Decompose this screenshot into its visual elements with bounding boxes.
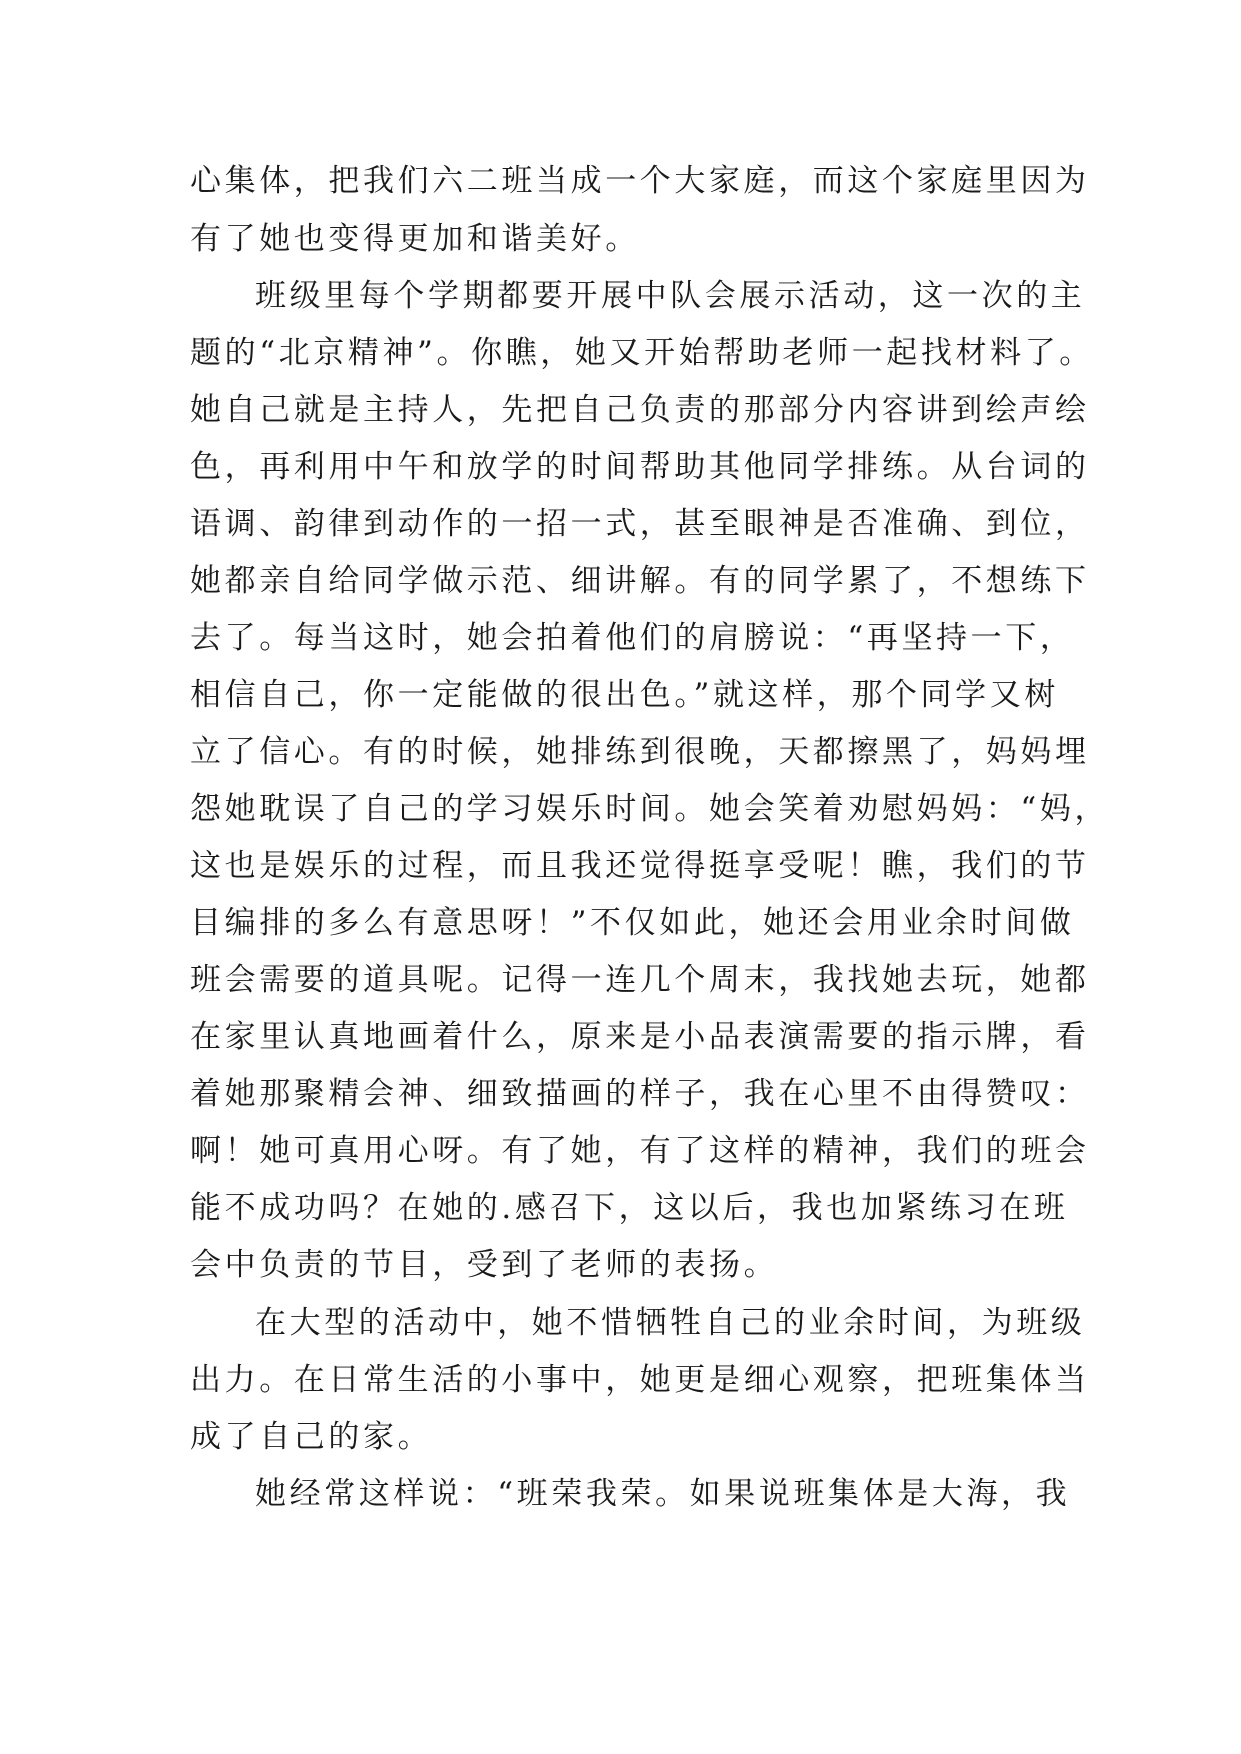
text-line: 这也是娱乐的过程，而且我还觉得挺享受呢！瞧，我们的节 bbox=[190, 848, 1090, 884]
text-line: 她都亲自给同学做示范、细讲解。有的同学累了，不想练下 bbox=[190, 563, 1090, 599]
text-line: 她自己就是主持人，先把自己负责的那部分内容讲到绘声绘 bbox=[190, 392, 1090, 428]
paragraph-first-line: 她经常这样说：“班荣我荣。如果说班集体是大海，我 bbox=[255, 1476, 1071, 1512]
text-line: 成了自己的家。 bbox=[190, 1419, 433, 1455]
text-line: 心集体，把我们六二班当成一个大家庭，而这个家庭里因为 bbox=[190, 163, 1090, 199]
text-line: 语调、韵律到动作的一招一式，甚至眼神是否准确、到位， bbox=[190, 506, 1090, 542]
paragraph-first-line: 班级里每个学期都要开展中队会展示活动，这一次的主 bbox=[255, 278, 1086, 314]
text-line: 色，再利用中午和放学的时间帮助其他同学排练。从台词的 bbox=[190, 449, 1090, 485]
text-line: 题的“北京精神”。你瞧，她又开始帮助老师一起找材料了。 bbox=[190, 335, 1094, 371]
text-line: 啊！她可真用心呀。有了她，有了这样的精神，我们的班会 bbox=[190, 1133, 1090, 1169]
text-line: 目编排的多么有意思呀！”不仅如此，她还会用业余时间做 bbox=[190, 905, 1075, 941]
text-line: 立了信心。有的时候，她排练到很晚，天都擦黑了，妈妈埋 bbox=[190, 734, 1090, 770]
text-line: 班会需要的道具呢。记得一连几个周末，我找她去玩，她都 bbox=[190, 962, 1090, 998]
text-line: 着她那聚精会神、细致描画的样子，我在心里不由得赞叹： bbox=[190, 1076, 1090, 1112]
text-line: 出力。在日常生活的小事中，她更是细心观察，把班集体当 bbox=[190, 1362, 1090, 1398]
text-line: 怨她耽误了自己的学习娱乐时间。她会笑着劝慰妈妈：“妈， bbox=[190, 791, 1110, 827]
text-line: 相信自己，你一定能做的很出色。”就这样，那个同学又树 bbox=[190, 677, 1059, 713]
text-line: 在家里认真地画着什么，原来是小品表演需要的指示牌，看 bbox=[190, 1019, 1090, 1055]
text-line: 会中负责的节目，受到了老师的表扬。 bbox=[190, 1247, 779, 1283]
text-line: 有了她也变得更加和谐美好。 bbox=[190, 221, 640, 257]
text-line: 去了。每当这时，她会拍着他们的肩膀说：“再坚持一下， bbox=[190, 620, 1075, 656]
text-line: 能不成功吗？在她的.感召下，这以后，我也加紧练习在班 bbox=[190, 1190, 1069, 1226]
paragraph-first-line: 在大型的活动中，她不惜牺牲自己的业余时间，为班级 bbox=[255, 1305, 1086, 1341]
